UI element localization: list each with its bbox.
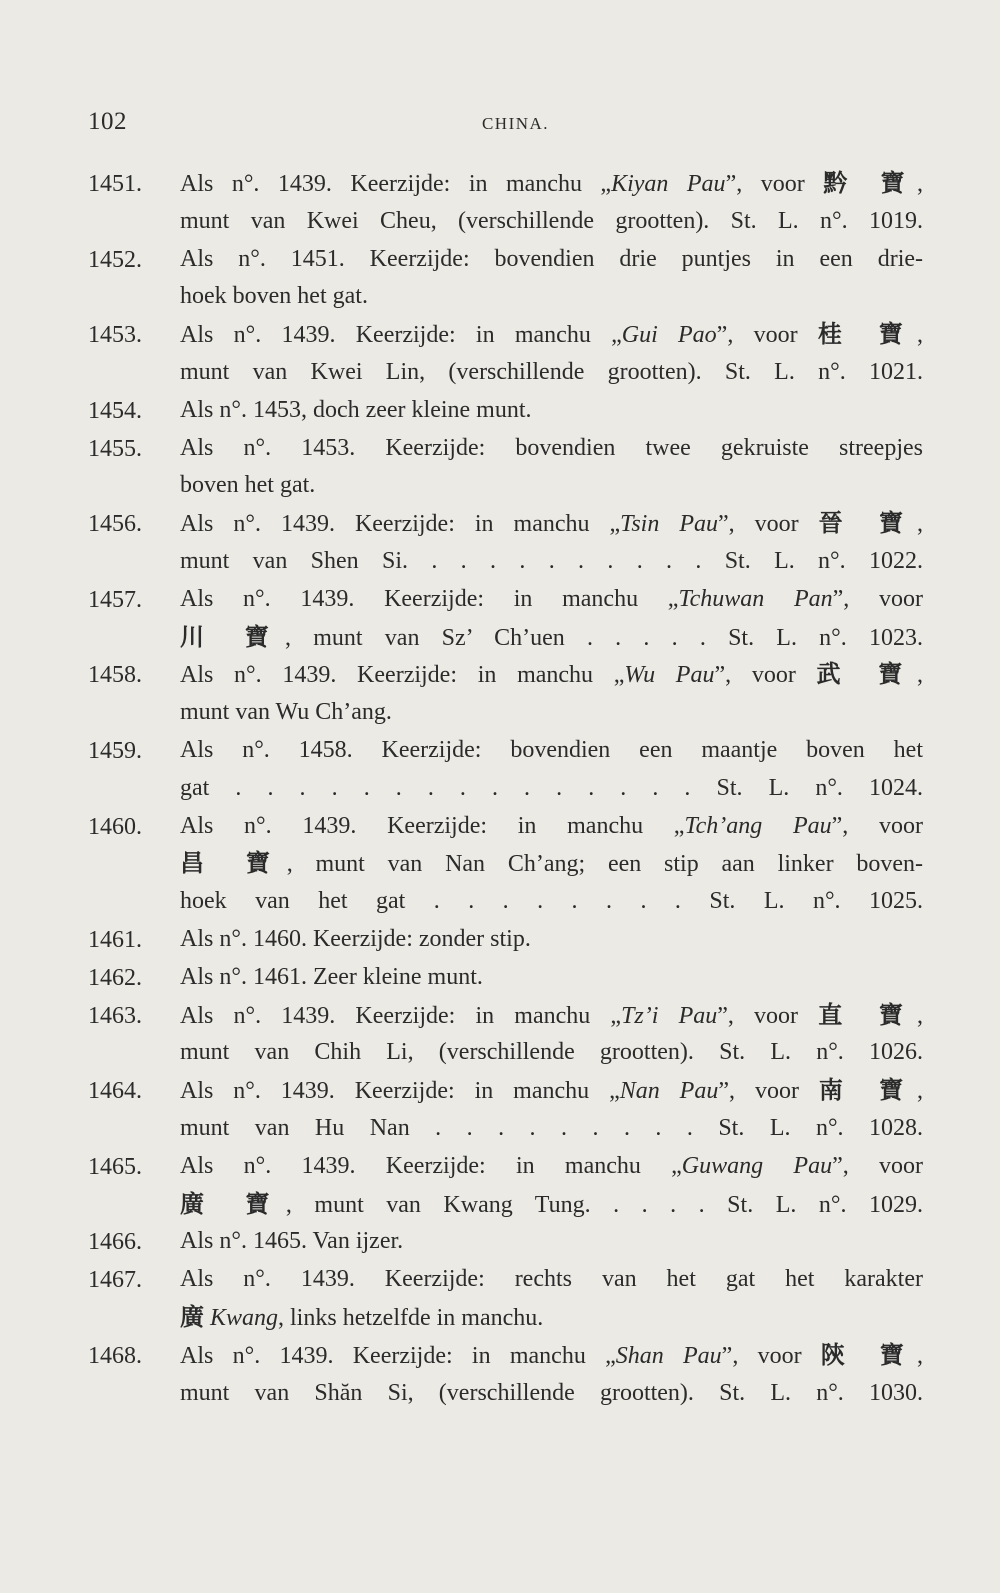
catalogue-entries <box>88 165 923 1412</box>
entry-line <box>180 278 923 316</box>
catalogue-entry <box>88 921 923 959</box>
entry-line <box>180 997 923 1035</box>
catalogue-entry <box>88 997 923 1073</box>
entry-text: , <box>916 322 923 349</box>
entry-line <box>180 959 923 997</box>
catalogue-entry <box>88 656 923 732</box>
entry-text: , links hetzelfde in manchu. <box>278 1304 544 1331</box>
entry-number: 1464. <box>88 1078 142 1105</box>
manchu-transliteration: Tz’i Pau <box>621 1002 718 1029</box>
chinese-characters: 晉 寶 <box>818 509 917 538</box>
entry-text: Als n°. 1465. Van ijzer. <box>180 1228 404 1255</box>
entry-text: ”, voor <box>717 511 819 538</box>
entry-number: 1463. <box>88 1002 142 1029</box>
catalogue-entry <box>88 1148 923 1224</box>
entry-line <box>180 808 923 846</box>
entry-text: Als n°. 1439. Keerzijde: in manchu „ <box>180 1342 616 1369</box>
catalogue-entry <box>88 732 923 808</box>
entry-line <box>180 392 923 430</box>
entry-text: Als n°. 1458. Keerzijde: bovendien een maantje boven het <box>180 736 923 763</box>
entry-line <box>180 732 923 770</box>
entry-line <box>180 1337 923 1375</box>
entry-text: munt van Kwei Lin, (verschillende grootten). St. L. n°. 1021. <box>180 358 923 385</box>
chinese-characters: 武 寶 <box>816 660 918 689</box>
entry-line <box>180 921 923 959</box>
entry-text: Als n°. 1439. Keerzijde: in manchu „ <box>180 322 622 349</box>
manchu-transliteration: Guwang Pau <box>681 1152 833 1179</box>
entry-number: 1458. <box>88 662 142 689</box>
manchu-transliteration: Shan Pau <box>615 1342 722 1369</box>
manchu-transliteration: Kiyan Pau <box>611 171 726 197</box>
catalogue-entry <box>88 808 923 921</box>
entry-text: Als n°. 1460. Keerzijde: zonder stip. <box>180 925 531 952</box>
chinese-characters: 黔 寶 <box>823 169 917 197</box>
entry-number: 1466. <box>88 1229 142 1256</box>
entry-text: , munt van Sz’ Ch’uen . . . . . St. L. n°. 1023. <box>285 624 923 651</box>
entry-line <box>180 1299 923 1337</box>
entry-line <box>180 770 923 808</box>
manchu-transliteration: Tchuwan Pan <box>678 585 833 612</box>
chinese-characters: 廣 <box>180 1302 204 1331</box>
entry-text: ”, voor <box>832 1152 923 1179</box>
entry-text: Als n°. 1453, doch zeer kleine munt. <box>180 396 532 423</box>
entry-text: , munt van Nan Ch’ang; een stip aan linker boven- <box>286 851 923 878</box>
entry-line <box>180 1072 923 1110</box>
page-header <box>88 108 923 142</box>
entry-line <box>180 241 923 279</box>
manchu-transliteration: Tsin Pau <box>620 511 718 538</box>
chinese-characters: 桂 寶 <box>817 320 917 349</box>
entry-text: ”, voor <box>718 1078 819 1105</box>
entry-text: Als n°. 1439. Keerzijde: in manchu „ <box>180 1078 620 1105</box>
catalogue-entry <box>88 505 923 581</box>
entry-text: Als n°. 1439. Keerzijde: in manchu „ <box>180 585 679 612</box>
entry-number: 1455. <box>88 435 142 462</box>
entry-line <box>180 581 923 619</box>
catalogue-entry <box>88 1261 923 1337</box>
entry-line <box>180 656 923 694</box>
entry-number: 1456. <box>88 511 142 538</box>
entry-line <box>180 1186 923 1224</box>
entry-line <box>180 883 923 921</box>
entry-number: 1454. <box>88 397 142 424</box>
entry-text: ”, voor <box>714 662 817 689</box>
chinese-characters: 昌 寶 <box>180 849 287 878</box>
entry-line <box>180 845 923 883</box>
entry-text: hoek boven het gat. <box>180 283 368 310</box>
manchu-transliteration: Nan Pau <box>619 1078 719 1105</box>
entry-number: 1465. <box>88 1153 142 1180</box>
entry-line <box>180 203 923 241</box>
entry-text: ”, voor <box>716 322 818 349</box>
entry-line <box>180 316 923 354</box>
entry-text: , munt van Kwang Tung. . . . . St. L. n°. 1029. <box>285 1191 923 1218</box>
entry-line <box>180 467 923 505</box>
entry-number: 1459. <box>88 737 142 764</box>
running-title: CHINA. <box>481 114 550 133</box>
entry-line <box>180 354 923 392</box>
entry-text: Als n°. 1439. Keerzijde: rechts van het gat het karakter <box>180 1266 923 1293</box>
catalogue-entry <box>88 165 923 241</box>
entry-number: 1462. <box>88 964 142 991</box>
entry-number: 1467. <box>88 1267 142 1294</box>
entry-line <box>180 1223 923 1261</box>
entry-text: Als n°. 1439. Keerzijde: in manchu „ <box>180 511 621 538</box>
entry-line <box>180 694 923 732</box>
entry-text: , <box>917 1002 924 1029</box>
entry-text: gat . . . . . . . . . . . . . . . St. L. n°. 1024. <box>180 774 923 801</box>
catalogue-entry <box>88 316 923 392</box>
entry-text: , <box>916 1342 923 1369</box>
chinese-characters: 南 寶 <box>818 1076 918 1105</box>
entry-line <box>180 1148 923 1186</box>
entry-text: , <box>917 1078 924 1105</box>
entry-text: munt van Kwei Cheu, (verschillende grootten). St. L. n°. 1019. <box>180 207 923 234</box>
catalogue-entry <box>88 430 923 506</box>
chinese-characters: 廣 寶 <box>180 1189 286 1218</box>
manchu-transliteration: Tch’ang Pau <box>684 812 832 839</box>
entry-text: ”, voor <box>717 1002 819 1029</box>
entry-text: Als n°. 1439. Keerzijde: in manchu „ <box>180 662 625 689</box>
entry-line <box>180 505 923 543</box>
entry-text: Als n°. 1451. Keerzijde: bovendien drie puntjes in een drie- <box>180 245 923 272</box>
entry-text: munt van Hu Nan . . . . . . . . . St. L. n°. 1028. <box>180 1114 923 1141</box>
entry-text: hoek van het gat . . . . . . . . St. L. n°. 1025. <box>180 888 923 915</box>
entry-line <box>180 619 923 657</box>
catalogue-entry <box>88 959 923 997</box>
entry-text: Als n°. 1439. Keerzijde: in manchu „ <box>180 171 612 197</box>
catalogue-entry <box>88 392 923 430</box>
entry-line <box>180 165 923 203</box>
entry-text: boven het gat. <box>180 472 316 499</box>
entry-number: 1461. <box>88 926 142 953</box>
chinese-characters: 川 寶 <box>180 622 286 651</box>
catalogue-entry <box>88 1223 923 1261</box>
page-number: 102 <box>88 108 127 135</box>
chinese-characters: 陝 寶 <box>820 1340 917 1369</box>
entry-text: Als n°. 1439. Keerzijde: in manchu „ <box>180 1002 622 1029</box>
entry-text: munt van Shen Si. . . . . . . . . . . St. L. n°. 1022. <box>180 547 923 574</box>
entry-line <box>180 1110 923 1148</box>
catalogue-entry <box>88 241 923 317</box>
entry-line <box>180 430 923 468</box>
entry-text: munt van Shăn Si, (verschillende grootten). St. L. n°. 1030. <box>180 1379 923 1406</box>
entry-number: 1451. <box>88 171 142 197</box>
entry-line <box>180 1034 923 1072</box>
manchu-transliteration: Gui Pao <box>621 322 717 349</box>
catalogue-entry <box>88 1072 923 1148</box>
entry-text: ”, voor <box>721 1342 821 1369</box>
entry-number: 1457. <box>88 586 142 613</box>
entry-number: 1460. <box>88 813 142 840</box>
catalogue-entry <box>88 1337 923 1413</box>
entry-line <box>180 543 923 581</box>
entry-number: 1452. <box>88 246 142 273</box>
entry-text: ”, voor <box>832 585 923 612</box>
entry-line <box>180 1261 923 1299</box>
entry-text: ”, voor <box>725 171 824 197</box>
entry-text: ”, voor <box>831 812 923 839</box>
entry-number: 1468. <box>88 1342 142 1369</box>
entry-line <box>180 1375 923 1413</box>
entry-text: Als n°. 1439. Keerzijde: in manchu „ <box>180 1152 682 1179</box>
entry-text: , <box>917 171 923 197</box>
entry-text: , <box>917 662 924 689</box>
entry-text: munt van Wu Ch’ang. <box>180 699 392 726</box>
manchu-transliteration: Kwang <box>210 1304 279 1331</box>
chinese-characters: 直 寶 <box>818 1000 918 1029</box>
entry-text: Als n°. 1461. Zeer kleine munt. <box>180 963 483 990</box>
entry-text: , <box>917 511 923 538</box>
entry-text: Als n°. 1453. Keerzijde: bovendien twee gekruiste streepjes <box>180 434 923 461</box>
entry-text: munt van Chih Li, (verschillende grootten). St. L. n°. 1026. <box>180 1039 923 1066</box>
catalogue-entry <box>88 581 923 657</box>
manchu-transliteration: Wu Pau <box>624 662 715 689</box>
entry-text: Als n°. 1439. Keerzijde: in manchu „ <box>180 812 685 839</box>
entry-number: 1453. <box>88 322 142 349</box>
